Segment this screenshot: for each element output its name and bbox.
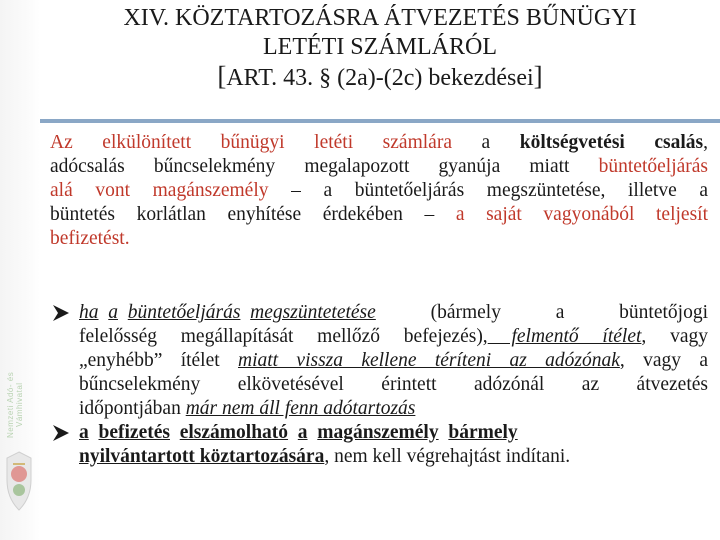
title-line-1: XIV. KÖZTARTOZÁSRA ÁTVEZETÉS BŰNÜGYI [123, 5, 637, 31]
bullet-text-underlined: miatt vissza kellene téríteni az adózónak [238, 350, 620, 371]
bullet-text: , vagy a [619, 350, 708, 371]
bullet-text-bold: a [297, 422, 308, 443]
bullet-text-bold: a [79, 422, 89, 443]
intro-text: Az elkülönített bűnügyi letéti számlára [50, 132, 452, 153]
bullet-1-line-1 [79, 301, 708, 325]
intro-text-red: alá vont magánszemély [50, 180, 269, 201]
title-divider [40, 119, 720, 123]
bullet-list [50, 301, 708, 469]
intro-paragraph [50, 131, 708, 251]
bullet-text-underlined: már nem áll fenn adótartozás [185, 398, 416, 419]
intro-text: a [451, 132, 520, 153]
list-item [50, 301, 708, 421]
bullet-text-bold: nyilvántartott köztartozására [79, 446, 325, 467]
bullet-1-line-2 [79, 325, 708, 349]
arrow-bullet-icon [50, 422, 72, 444]
intro-line-1 [50, 131, 708, 155]
intro-text-bold: költségvetési csalás [519, 132, 704, 153]
bullet-text: ha [79, 302, 99, 323]
title-line-3-text: ART. 43. § (2a)-(2c) bekezdései [226, 65, 534, 91]
bullet-text: időpontjában [79, 398, 186, 419]
intro-text: büntetés korlátlan enyhítése érdekében – [50, 204, 456, 225]
bullet-text: megszüntetetése [250, 302, 376, 323]
intro-text: – a büntetőeljárás megszüntetése, illetve a [268, 180, 708, 201]
open-bracket: [ [217, 61, 227, 91]
page-title [48, 4, 712, 93]
intro-text-red: a saját vagyonából teljesít [455, 204, 708, 225]
list-item [50, 421, 708, 469]
bullet-text-bold: befizetés [98, 422, 170, 443]
intro-line-3 [50, 179, 708, 203]
intro-line-4 [50, 203, 708, 227]
bullet-text: „enyhébb” ítélet [79, 350, 238, 371]
bullet-text-bold: magánszemély [317, 422, 439, 443]
nav-logo-icon [4, 450, 34, 514]
bullet-text: (bármely a büntetőjogi [375, 302, 708, 323]
bullet-2-line-1 [79, 421, 708, 445]
sidebar [0, 0, 40, 540]
bullet-text: , vagy [641, 326, 708, 347]
close-bracket: ] [533, 61, 543, 91]
bullet-text: büntetőeljárás [127, 302, 241, 323]
bullet-text-bold: bármely [448, 422, 518, 443]
intro-line-5: befizetést. [50, 228, 130, 249]
bullet-text: , nem kell végrehajtást indítani. [324, 446, 571, 467]
bullet-text-bold: elszámolható [179, 422, 289, 443]
intro-text-red: büntetőeljárás [598, 156, 708, 177]
intro-text: adócsalás bűncselekmény megalapozott gyanúja miatt [50, 156, 599, 177]
bullet-2-line-2 [79, 445, 708, 469]
title-line-2: LETÉTI SZÁMLÁRÓL [263, 34, 497, 60]
title-line-3 [48, 62, 712, 93]
intro-text: , [703, 132, 709, 153]
bullet-text: felelősség megállapítását mellőző befejezés), [79, 326, 488, 347]
intro-line-2 [50, 155, 708, 179]
sidebar-logo-text: Nemzeti Adó- és Vámhivatal [6, 371, 24, 439]
bullet-1-line-4: bűncselekmény elkövetésével érintett adózónál az átvezetés [79, 374, 708, 395]
bullet-text-underlined: felmentő ítélet [487, 326, 642, 347]
bullet-1-line-3 [79, 349, 708, 373]
bullet-1-line-5 [79, 397, 708, 421]
bullet-text: a [108, 302, 118, 323]
arrow-bullet-icon [50, 302, 72, 324]
